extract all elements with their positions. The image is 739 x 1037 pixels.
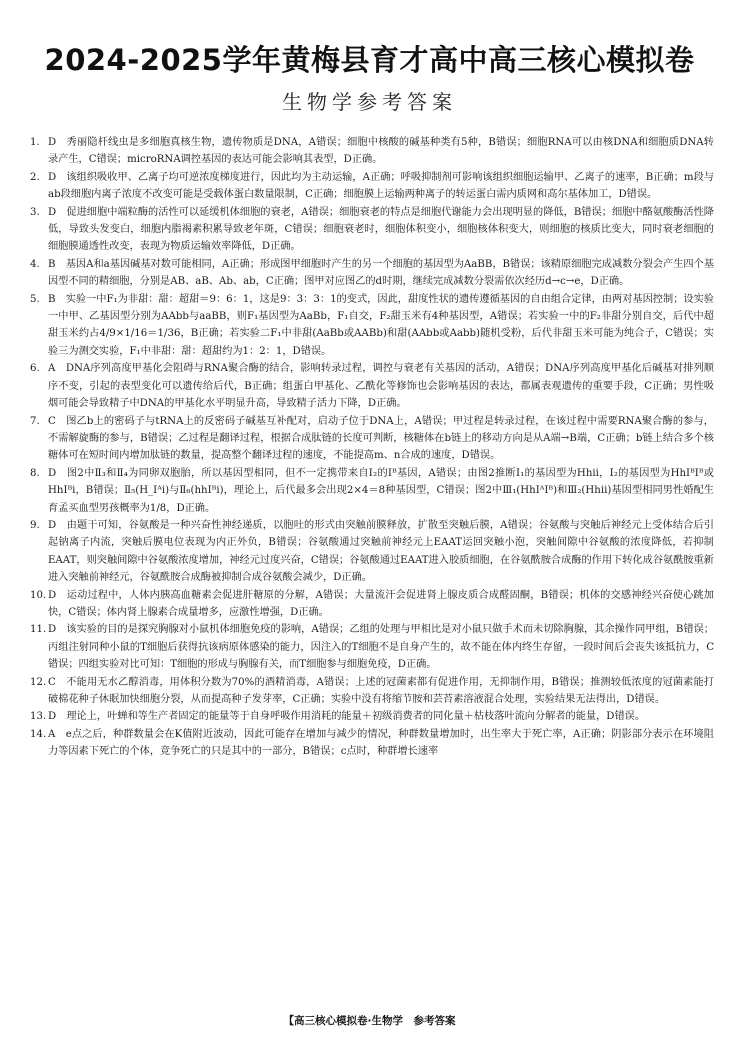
answer-item: [30, 674, 714, 709]
answer-number: 13.: [30, 711, 47, 723]
answer-number: 12.: [30, 676, 47, 688]
answer-text: C 不能用无水乙醇消毒，用体积分数为70%的酒精消毒，A错误；上述的冠菌素都有促进作用，无抑制作用，B错误；推测较低浓度的冠菌素能打破棉花种子休眠加快细胞分裂，从而提高种子发芽率，C正确；实验中没有将缩节胺和芸苔素溶液混合处理，实验结果无法得出，D错误。: [48, 676, 714, 705]
answer-number: 1.: [30, 137, 40, 148]
answer-text: D 运动过程中，人体内胰高血糖素会促进肝糖原的分解，A错误；大量流汗会促进肾上腺皮质合成醛固酮，B错误；机体的交感神经兴奋使心跳加快，C错误；体内肾上腺素合成量增多，应激性增强，D正确。: [48, 589, 714, 618]
answer-number: 5.: [30, 293, 40, 305]
answer-item: [30, 621, 714, 673]
document-title: 2024-2025学年黄梅县育才高中高三核心模拟卷: [44, 43, 695, 77]
answer-text: D 图2中Ⅱ₃和Ⅱ₄为同卵双胞胎，所以基因型相同，但不一定携带来自Ⅰ₂的Iᴮ基因，A错误；由图2推断Ⅰ₁的基因型为Hhii，Ⅰ₂的基因型为HhIᴮIᴮ或HhIᴮi，B错误；Ⅱ₅(H_Iᴬi)与Ⅱ₆(hhIᴮi)，理论上，后代最多会出现2×4＝8种基因型，C错误；图2中Ⅲ₁(HhIᴬIᴮ)和Ⅲ₂(Hhii)基因型相同男性婚配生育孟买血型男孩概率为1/8，D正确。: [48, 467, 714, 514]
answer-item: [30, 413, 714, 465]
document-subtitle: 生物学参考答案: [282, 90, 457, 114]
answer-number: 3.: [30, 206, 40, 218]
answer-number: 9.: [30, 519, 40, 531]
answer-list: [30, 134, 714, 761]
answer-text: A DNA序列高度甲基化会阻碍与RNA聚合酶的结合，影响转录过程，调控与衰老有关基因的活动，A错误；DNA序列高度甲基化后碱基对排列顺序不变，引起的表型变化可以遗传给后代，B正确；组蛋白甲基化、乙酰化等修饰也会影响基因的表达，都属表观遗传的重要手段，C正确；男性吸烟可能会导致精子中DNA的甲基化水平明显升高，导致精子活力下降，D正确。: [48, 363, 714, 410]
answer-number: 11.: [30, 624, 47, 636]
answer-text: B 实验一中F₁为非甜：甜：超甜＝9：6：1，这是9：3：3：1的变式，因此，甜度性状的遗传遵循基因的自由组合定律，由两对基因控制；设实验一中甲、乙基因型分别为AAbb与aaBB，则F₁基因型为AaBb，F₁自交，F₂甜玉米有4种基因型，A错误；若实验一中的F₂非甜分别自交，后代中超甜玉米约占4/9×1/16＝1/36，B正确；若实验二F₁中非甜(AaBb或AABb)和甜(AAbb或Aabb)随机受粉，后代非甜玉米可能为纯合子，C错误；实验三为测交实验，F₁中非甜：甜：超甜约为1：2：1，D错误。: [48, 293, 714, 357]
answer-text: D 秀丽隐杆线虫是多细胞真核生物，遗传物质是DNA，A错误；细胞中核酸的碱基种类有5种，B错误；细胞RNA可以由核DNA和细胞质DNA转录产生，C错误；microRNA调控基因的表达可能会影响其表型，D正确。: [48, 137, 714, 166]
answer-item: [30, 204, 714, 256]
answer-item: [30, 256, 714, 291]
answer-number: 4.: [30, 258, 40, 270]
answer-text: D 理论上，叶蝉和等生产者固定的能量等于自身呼吸作用消耗的能量＋初级消费者的同化量＋枯枝落叶流向分解者的能量，D错误。: [48, 711, 646, 723]
answer-item: [30, 726, 714, 761]
answer-number: 14.: [30, 728, 47, 740]
answer-item: [30, 517, 714, 587]
answer-text: D 该组织吸收甲、乙离子均可逆浓度梯度进行，因此均为主动运输，A正确；呼吸抑制剂可影响该组织细胞运输甲、乙离子的速率，B正确；m段与ab段细胞内离子浓度不改变可能是受载体蛋白数量限制，C正确；细胞膜上运输两种离子的转运蛋白需内质网和高尔基体加工，D错误。: [48, 171, 714, 201]
answer-item: [30, 291, 714, 361]
answer-number: 2.: [30, 171, 40, 183]
answer-text: D 促进细胞中端粒酶的活性可以延缓机体细胞的衰老，A错误；细胞衰老的特点是细胞代谢能力会出现明显的降低，B错误；细胞中酪氨酸酶活性降低，导致头发变白，细胞内脂褐素积累导致老年斑，C错误；细胞衰老时，细胞体积变小，细胞核体积变大，则细胞的核质比变大，同时衰老细胞的细胞膜通透性改变，表现为物质运输效率降低，D正确。: [48, 206, 714, 253]
answer-text: B 基因A和a基因碱基对数可能相同，A正确；形成图甲细胞时产生的另一个细胞的基因型为AaBB，B错误；该精原细胞完成减数分裂会产生四个基因型不同的精细胞，分别是AB、aB、Ab、ab，C正确；图甲对应图乙的d时期，继续完成减数分裂需依次经历d→c→e，D正确。: [48, 258, 714, 288]
answer-item: [30, 360, 714, 412]
answer-text: C 图乙b上的密码子与tRNA上的反密码子碱基互补配对，启动子位于DNA上，A错误；甲过程是转录过程，在该过程中需要RNA聚合酶的参与，不需解旋酶的参与，B错误；乙过程是翻译过程，根据合成肽链的长度可判断，核糖体在b链上的移动方向是从A端→B端，C正确；b链上结合多个核糖体可在短时间内增加肽链的数量，提高整个翻译过程的速度，不能提高m、n合成的速度，D错误。: [48, 415, 714, 462]
answer-number: 7.: [30, 415, 40, 427]
answer-item: [30, 169, 714, 204]
answer-text: D 由题干可知，谷氨酸是一种兴奋性神经递质，以胞吐的形式由突触前膜释放，扩散至突触后膜，A错误；谷氨酸与突触后神经元上受体结合后引起钠离子内流，突触后膜电位表现为内正外负，B错误；谷氨酸通过突触前神经元上EAAT运回突触小泡，突触间隙中谷氨酸的浓度降低，若抑制EAAT，则突触间隙中谷氨酸浓度增加，神经元过度兴奋，C错误；谷氨酸通过EAAT进入胶质细胞，在谷氨酰胺合成酶的作用下转化成谷氨酰胺重新进入突触前神经元，谷氨酰胺合成酶被抑制合成谷氨酸会减少，D正确。: [48, 519, 714, 584]
page-footer: 【高三核心模拟卷·生物学 参考答案: [283, 1015, 456, 1027]
answer-item: [30, 587, 714, 622]
answer-item: [30, 134, 714, 169]
answer-item: [30, 708, 714, 725]
answer-item: [30, 465, 714, 517]
answer-number: 8.: [30, 467, 40, 479]
answer-text: D 该实验的目的是探究胸腺对小鼠机体细胞免疫的影响，A错误；乙组的处理与甲相比是对小鼠只做手术而未切除胸腺，其余操作同甲组，B错误；丙组注射同种小鼠的T细胞后获得抗该病原体感染的能力，因注入的T细胞不是自身产生的，故不能在体内终生存留，一段时间后会丧失该抵抗力，C错误；四组实验对比可知：T细胞的形成与胸腺有关，而T细胞参与细胞免疫，D正确。: [48, 624, 714, 671]
answer-text: A e点之后，种群数量会在K值附近波动，因此可能存在增加与减少的情况，种群数量增加时，出生率大于死亡率，A正确；阴影部分表示在环境阻力等因素下死亡的个体，竞争死亡的只是其中的一部分，B错误；c点时，种群增长速率: [48, 728, 714, 758]
answer-number: 10.: [30, 589, 47, 601]
answer-number: 6.: [30, 363, 40, 375]
